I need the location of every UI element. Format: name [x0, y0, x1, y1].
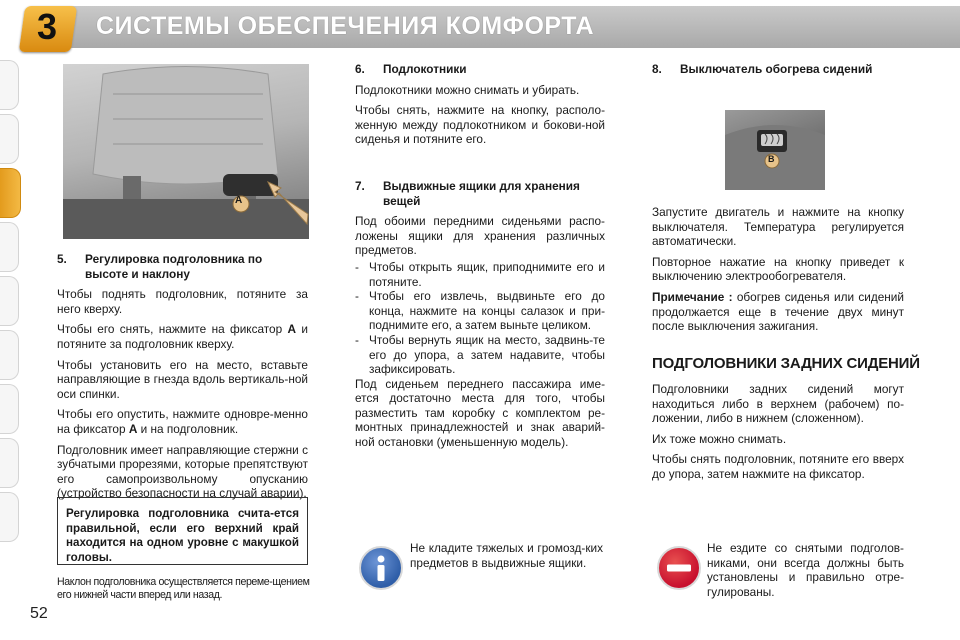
chapter-number: 3 — [37, 6, 58, 47]
chapter-tab — [0, 114, 19, 164]
chapter-tab-active — [0, 168, 21, 218]
info-note: Не кладите тяжелых и громозд-ких предметов в выдвижные ящики. — [410, 541, 603, 570]
list-item-text: Чтобы его извлечь, выдвиньте его до конца, нажмите на концы салазок и при-поднимите его, а затем выньте целиком. — [369, 289, 605, 333]
text: Чтобы его опустить, нажмите одновре-менно на фиксатор — [57, 407, 308, 436]
column-3 — [652, 62, 904, 83]
paragraph: Подлокотники можно снимать и убирать. — [355, 82, 580, 97]
headrest-illustration — [63, 64, 309, 239]
column-3-body — [652, 205, 904, 340]
section-number: 5. — [57, 252, 67, 266]
paragraph — [57, 407, 308, 436]
paragraph: Чтобы снять подголовник, потяните его вверх до упора, затем нажмите на фиксатор. — [652, 452, 904, 481]
paragraph — [57, 322, 308, 351]
note-box: Регулировка подголовника счита-ется правильной, если его верхний край находится на одном уровне с макушкой головы. — [57, 497, 308, 565]
list-item-text: Чтобы открыть ящик, приподнимите его и потяните. — [369, 259, 605, 289]
paragraph: Под сиденьем переднего пассажира име-ется достаточно места для того, чтобы разместить там коробку с комплектом ре-монтных принадлежностей и знак аварий-ной остановки (уменьшенную модель). — [355, 376, 605, 450]
column-2 — [355, 62, 605, 456]
paragraph: Запустите двигатель и нажмите на кнопку выключателя. Температура регулируется автоматически. — [652, 205, 904, 249]
chapter-tab — [0, 276, 19, 326]
paragraph: Подголовник имеет направляющие стержни с зубчатыми прорезями, которые препятствуют его самопроизвольному опусканию (устройство безопасности на случай аварии). — [57, 442, 308, 501]
warning-note: Не ездите со снятыми подголов-никами, они всегда должны быть установлены и правильно отре-гулированы. — [707, 541, 904, 599]
text: обогрев сиденья или сидений продолжается еще в течение двух минут после выключения зажигания. — [652, 289, 904, 334]
column-1 — [57, 252, 308, 507]
paragraph: Чтобы установить его на место, вставьте направляющие в гнезда вдоль вертикаль-ной оси спинки. — [57, 357, 308, 401]
section-8-heading — [652, 62, 904, 77]
label-a-ref: A — [287, 322, 297, 337]
section-number: 8. — [652, 62, 662, 76]
section-heading-text: Выключатель обогрева сидений — [680, 62, 873, 76]
section-6-heading — [355, 62, 605, 77]
switch-illustration — [725, 110, 825, 190]
chapter-tab — [0, 492, 19, 542]
caption: Наклон подголовника осуществляется переме-щением его нижней части вперед или назад. — [57, 576, 310, 601]
section-number: 7. — [355, 178, 365, 193]
paragraph: Их тоже можно снимать. — [652, 431, 787, 446]
section-heading-text: Подлокотники — [383, 62, 467, 76]
column-3-rear — [652, 382, 904, 488]
section-number: 6. — [355, 62, 365, 76]
text: и на подголовник. — [140, 421, 239, 436]
note-label: Примечание : — [652, 289, 733, 304]
page-title: СИСТЕМЫ ОБЕСПЕЧЕНИЯ КОМФОРТА — [96, 12, 595, 40]
paragraph: Чтобы поднять подголовник, потяните за него кверху. — [57, 287, 308, 316]
label-a: A — [235, 195, 243, 206]
seat-heating-switch-photo — [725, 110, 825, 190]
chapter-tab — [0, 60, 19, 110]
chapter-tab — [0, 438, 19, 488]
text: Чтобы его снять, нажмите на фиксатор — [57, 322, 283, 337]
info-icon — [359, 546, 403, 590]
list-item: - Чтобы вернуть ящик на место, задвинь-те его до упора, а затем надавите, чтобы зафиксировать. — [355, 332, 605, 377]
label-a-ref: A — [128, 421, 138, 436]
paragraph: Подголовники задних сидений могут находиться либо в верхнем (рабочем) по-ложении, либо в нижнем (сложенном). — [652, 382, 904, 426]
page-number: 52 — [30, 605, 48, 622]
chapter-tab — [0, 330, 19, 380]
headrest-photo — [63, 64, 309, 239]
label-b: B — [768, 154, 775, 164]
page-header — [0, 0, 960, 52]
section-title: ПОДГОЛОВНИКИ ЗАДНИХ СИДЕНИЙ — [652, 355, 920, 372]
chapter-tabs — [0, 60, 22, 580]
text: и потяните за подголовник кверху. — [57, 322, 308, 351]
section-heading-text: Регулировка подголовника по высоте и наклону — [85, 252, 263, 281]
paragraph: Чтобы снять, нажмите на кнопку, располо-женную между подлокотником и бокови-ной сиденья и потяните его. — [355, 103, 605, 147]
list-item-text: Чтобы вернуть ящик на место, задвинь-те его до упора, а затем надавите, чтобы зафиксировать. — [369, 332, 605, 377]
section-7-heading — [355, 179, 605, 208]
chapter-tab — [0, 384, 19, 434]
list-item: - Чтобы открыть ящик, приподнимите его и потяните. — [355, 259, 605, 289]
paragraph — [652, 290, 904, 334]
section-heading-text: Выдвижные ящики для хранения вещей — [383, 178, 580, 208]
paragraph: Повторное нажатие на кнопку приведет к выключению электрообогревателя. — [652, 254, 904, 284]
paragraph: Под обоими передними сиденьями распо-ложены ящики для хранения различных предметов. — [355, 214, 605, 258]
list-item: - Чтобы его извлечь, выдвиньте его до конца, нажмите на концы салазок и при-поднимите его, а затем выньте целиком. — [355, 289, 605, 333]
chapter-tab — [0, 222, 19, 272]
no-entry-icon — [657, 546, 701, 590]
section-5-heading — [57, 252, 308, 281]
